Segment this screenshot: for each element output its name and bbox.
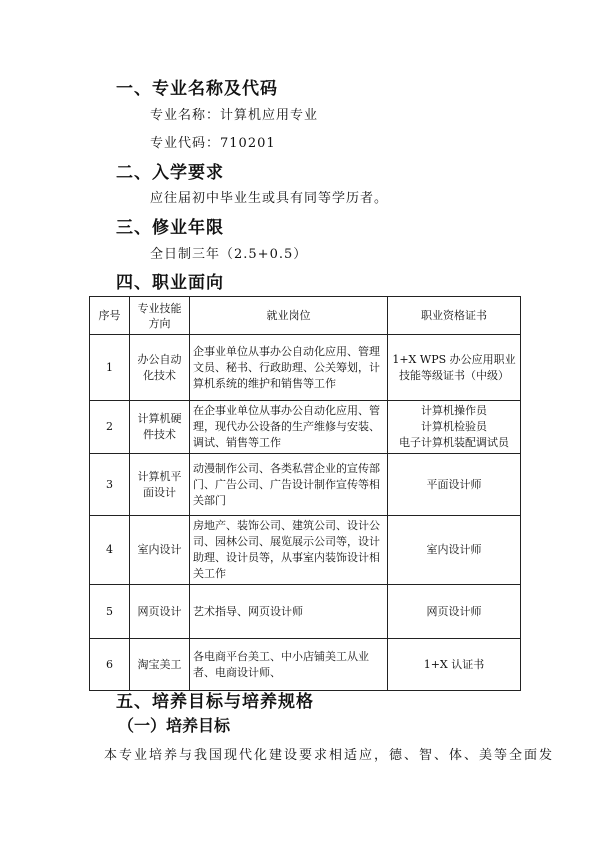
row-no: 4 xyxy=(90,516,130,585)
row-cert: 计算机操作员 计算机检验员 电子计算机装配调试员 xyxy=(388,401,521,454)
section-5-title: 五、培养目标与培养规格 xyxy=(116,692,314,712)
goal-paragraph: 本专业培养与我国现代化建设要求相适应，德、智、体、美等全面发 xyxy=(104,748,555,763)
row-direction: 淘宝美工 xyxy=(130,639,190,691)
table-row xyxy=(90,401,521,454)
row-direction: 计算机平面设计 xyxy=(130,454,190,516)
row-jobs: 艺术指导、网页设计师 xyxy=(190,585,388,639)
row-no: 5 xyxy=(90,585,130,639)
major-code: 专业代码：710201 xyxy=(150,136,276,151)
header-cert: 职业资格证书 xyxy=(388,297,521,335)
row-cert: 网页设计师 xyxy=(388,585,521,639)
row-jobs: 动漫制作公司、各类私营企业的宣传部门、广告公司、广告设计制作宣传等相关部门 xyxy=(190,454,388,516)
header-jobs: 就业岗位 xyxy=(190,297,388,335)
row-jobs: 企事业单位从事办公自动化应用、管理文员、秘书、行政助理、公关筹划，计算机系统的维护和销售等工作 xyxy=(190,335,388,401)
row-jobs: 在企事业单位从事办公自动化应用、管理，现代办公设备的生产维修与安装、调试、销售等工作 xyxy=(190,401,388,454)
section-5-subtitle: （一）培养目标 xyxy=(118,716,231,735)
row-cert: 平面设计师 xyxy=(388,454,521,516)
row-no: 1 xyxy=(90,335,130,401)
row-jobs: 房地产、装饰公司、建筑公司、设计公司、园林公司、展览展示公司等，设计助理、设计员等，从事室内装饰设计相关工作 xyxy=(190,516,388,585)
section-4-title: 四、职业面向 xyxy=(116,273,224,293)
row-direction: 室内设计 xyxy=(130,516,190,585)
row-no: 2 xyxy=(90,401,130,454)
table-row xyxy=(90,335,521,401)
row-direction: 网页设计 xyxy=(130,585,190,639)
row-jobs: 各电商平台美工、中小店铺美工从业者、电商设计师、 xyxy=(190,639,388,691)
row-no: 6 xyxy=(90,639,130,691)
row-direction: 计算机硬件技术 xyxy=(130,401,190,454)
row-cert: 1+X WPS 办公应用职业技能等级证书（中级） xyxy=(388,335,521,401)
row-cert: 室内设计师 xyxy=(388,516,521,585)
major-name: 专业名称：计算机应用专业 xyxy=(150,108,319,123)
header-no: 序号 xyxy=(90,297,130,335)
table-row xyxy=(90,516,521,585)
section-3-title: 三、修业年限 xyxy=(116,218,224,238)
duration-text: 全日制三年（2.5+0.5） xyxy=(150,247,308,262)
row-direction: 办公自动化技术 xyxy=(130,335,190,401)
section-2-title: 二、入学要求 xyxy=(116,163,224,183)
admission-text: 应往届初中毕业生或具有同等学历者。 xyxy=(150,191,389,206)
career-table xyxy=(89,296,521,691)
row-no: 3 xyxy=(90,454,130,516)
table-row xyxy=(90,585,521,639)
table-header-row xyxy=(90,297,521,335)
table-row xyxy=(90,454,521,516)
section-1-title: 一、专业名称及代码 xyxy=(116,79,278,99)
row-cert: 1+X 认证书 xyxy=(388,639,521,691)
table-row xyxy=(90,639,521,691)
header-direction: 专业技能方向 xyxy=(130,297,190,335)
